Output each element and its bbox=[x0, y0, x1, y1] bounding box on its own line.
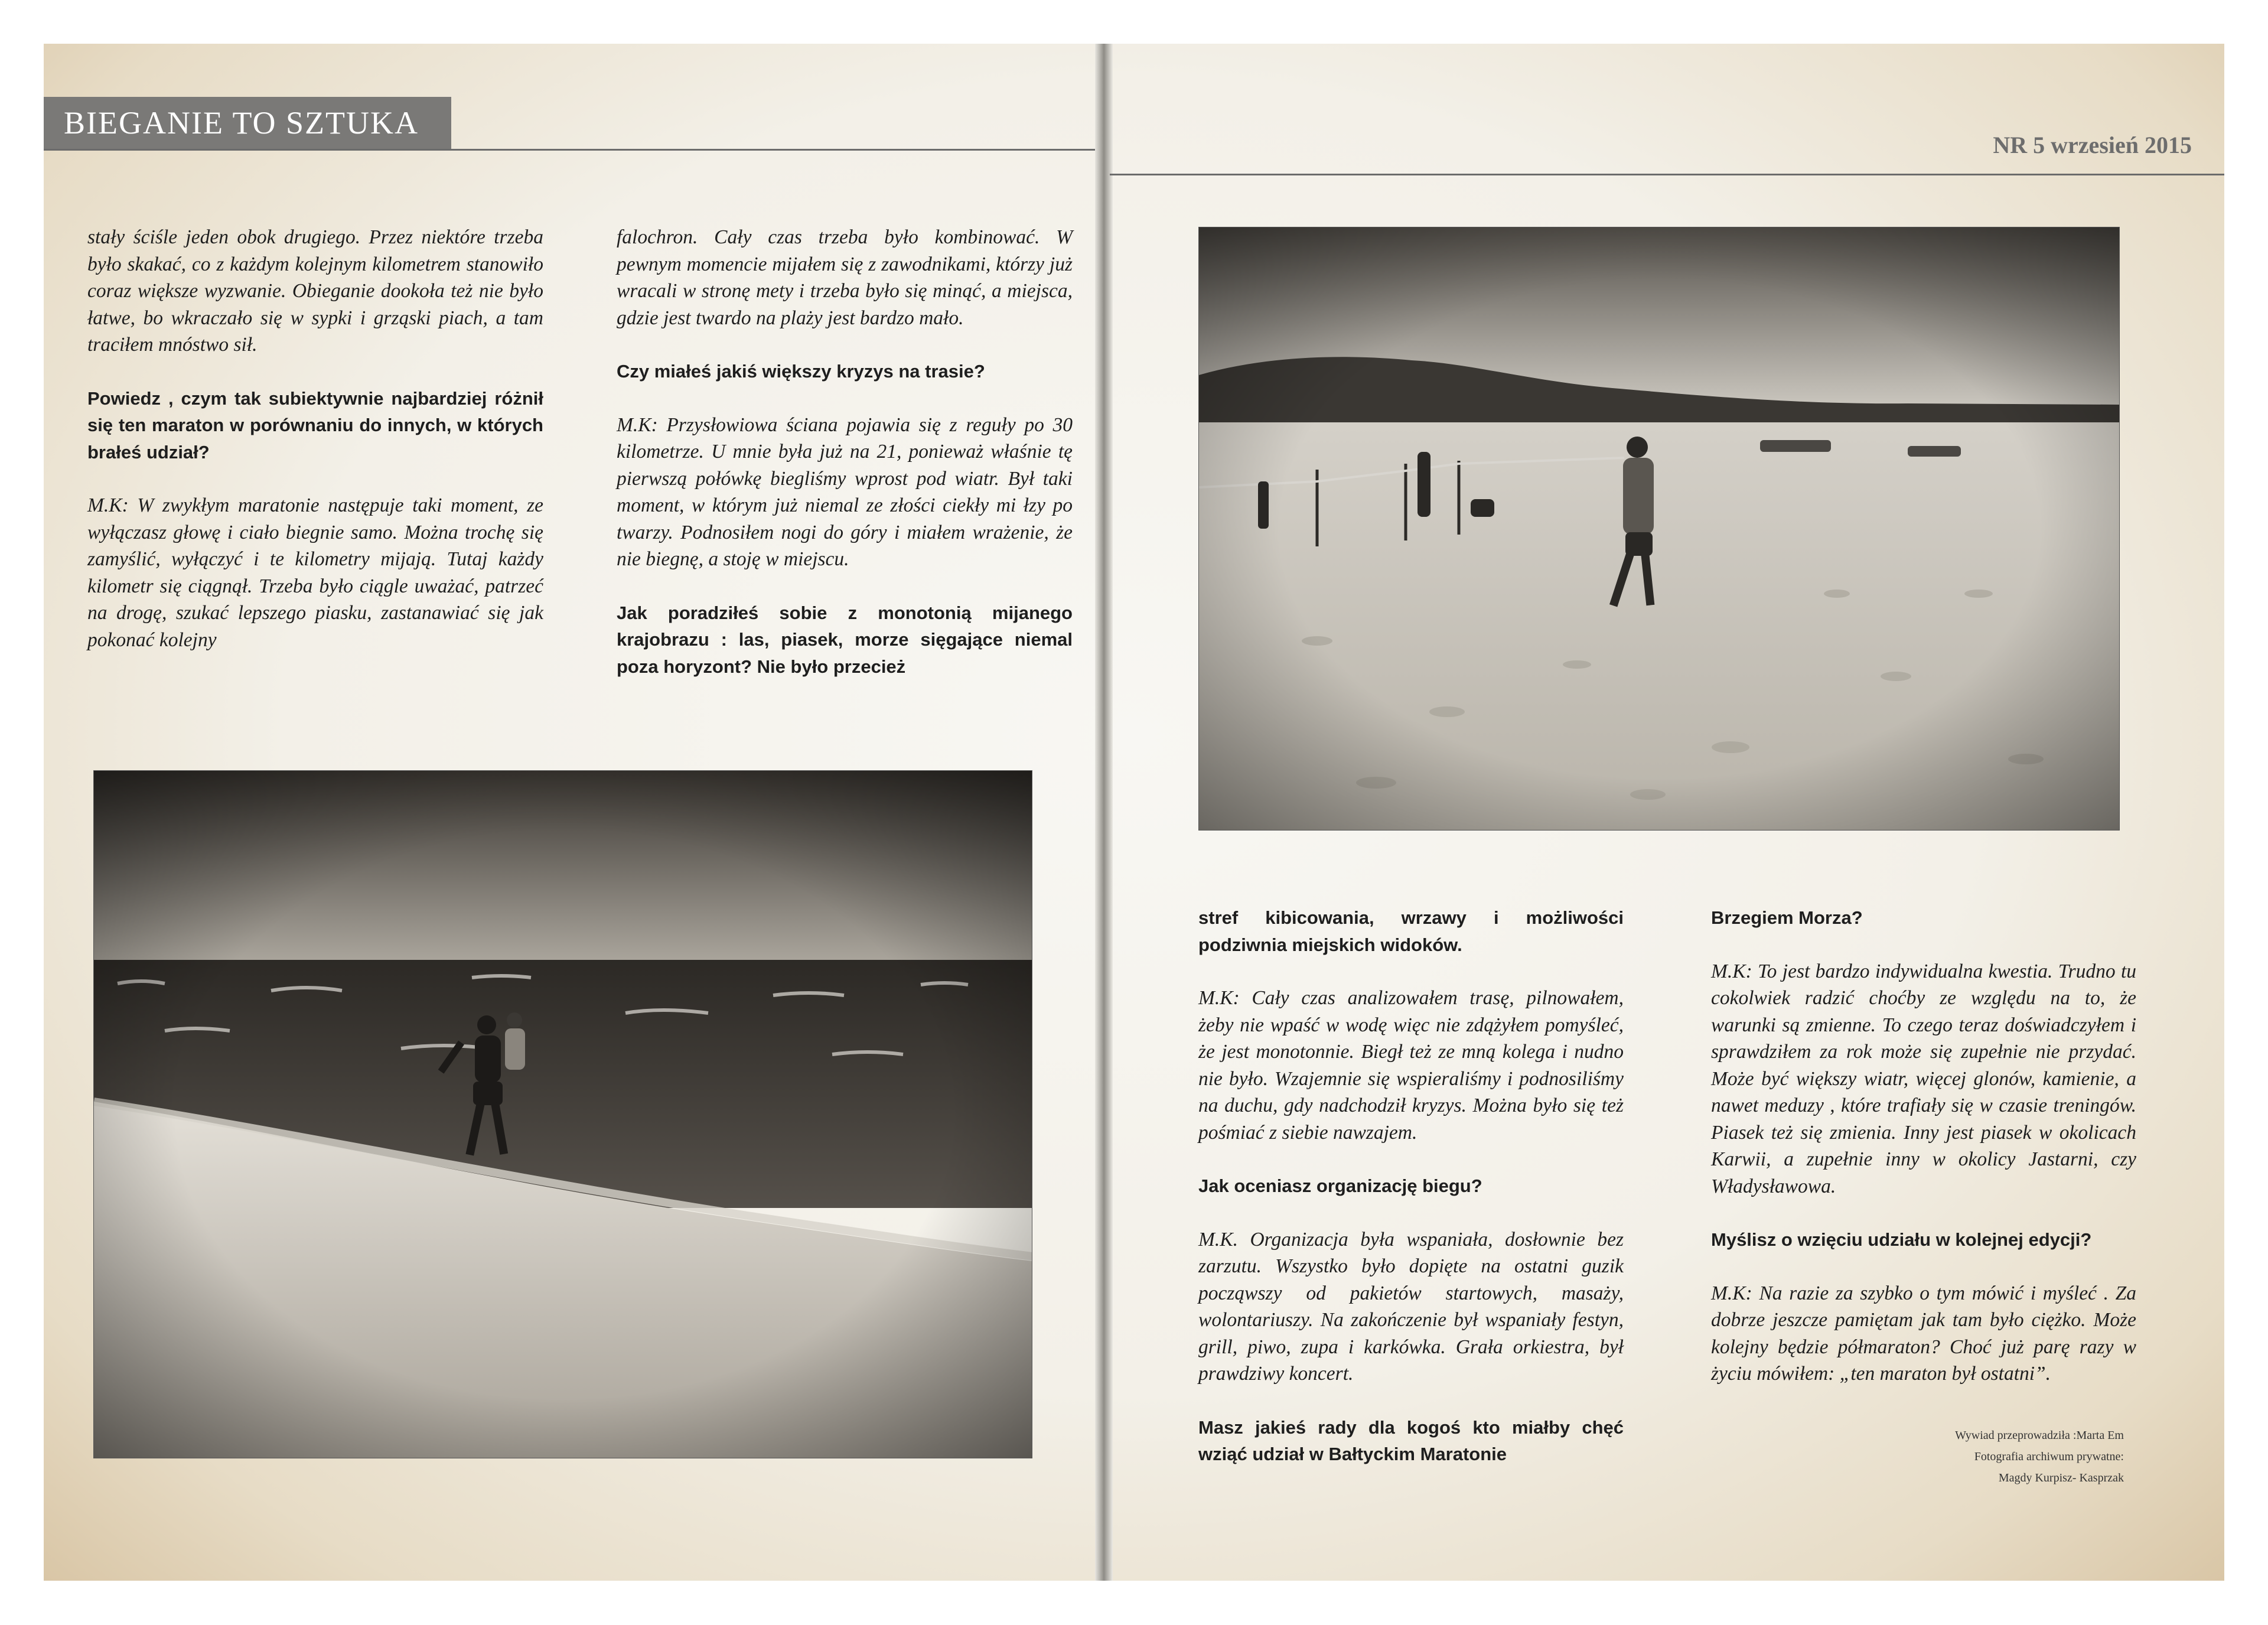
interview-answer: M.K: To jest bardzo indywidualna kwestia. Trudno tu cokolwiek radzić choćby ze względu na to, że warunki są zmienne. To czego teraz doświadczyłem i sprawdziłem za rok może się zupełnie nie przydać. Może być większy wiatr, więcej glonów, kamienie, a nawet meduzy , które trafiały się w czasie treningów. Piasek też się zmienia. Inny jest piasek w okolicach Karwii, a zupełnie inny w okolicy Jastarni, czy Władysławowa. bbox=[1711, 960, 2136, 1197]
interview-answer: M.K: Cały czas analizowałem trasę, pilnowałem, żeby nie wpaść w wodę więc nie zdążyłem pomyśleć, że jest monotonnie. Biegł też ze mną kolega i nudno nie było. Wzajemnie się wspieraliśmy i podnosiliśmy na duchu, gdy nadchodził kryzys. Można było się też pośmiać z siebie nawzajem. bbox=[1198, 987, 1624, 1144]
interview-question: Jak poradziłeś sobie z monotonią mijanego krajobrazu : las, piasek, morze sięgające niemal poza horyzont? Nie było przecież bbox=[617, 602, 1073, 677]
photo-beach-runner-image bbox=[1199, 227, 2120, 831]
credit-interviewer: Wywiad przeprowadziła :Marta Em bbox=[1955, 1429, 2124, 1442]
interview-answer: stały ściśle jeden obok drugiego. Przez niektóre trzeba było skakać, co z każdym kolejnym kilometrem stanowiło coraz większe wyzwanie. Obieganie dookoła też nie było łatwe, bo wkraczało się w sypki i grząski piach, a tam traciłem mnóstwo sił. bbox=[87, 226, 543, 356]
interview-question: Czy miałeś jakiś większy kryzys na trasie? bbox=[617, 361, 985, 382]
magazine-spread bbox=[44, 44, 2224, 1581]
interview-question: Masz jakieś rady dla kogoś kto miałby chęć wziąć udział w Bałtyckim Maratonie bbox=[1198, 1416, 1624, 1464]
interview-question: Powiedz , czym tak subiektywnie najbardziej różnił się ten maraton w porównaniu do innych, w których brałeś udział? bbox=[87, 387, 543, 463]
interview-question: Myślisz o wzięciu udziału w kolejnej edycji? bbox=[1711, 1229, 2092, 1250]
issue-number: NR 5 wrzesień 2015 bbox=[1993, 132, 2192, 158]
interview-answer: M.K: Na razie za szybko o tym mówić i myśleć . Za dobrze jeszcze pamiętam jak tam było ciężko. Może kolejny będzie półmaraton? Choć już parę razy w życiu mówiłem: „ten maraton był ostatni”. bbox=[1711, 1282, 2136, 1385]
header-rule bbox=[44, 149, 1095, 151]
header-rule bbox=[1110, 174, 2224, 175]
interview-answer: M.K: Przysłowiowa ściana pojawia się z reguły po 30 kilometrze. U mnie była już na 21, ponieważ właśnie tę pierwszą połówkę biegliśmy wprost pod wiatr. Był taki moment, w którym już niemal ze złości ciekły mi łzy po twarzy. Podnosiłem nogi do góry i miałem wrażenie, że nie biegnę, a stoję w miejscu. bbox=[617, 413, 1073, 570]
left-page bbox=[44, 44, 1098, 1581]
text-column-left-2 bbox=[617, 224, 1073, 680]
interview-question: stref kibicowania, wrzawy i możliwości podziwnia miejskich widoków. bbox=[1198, 907, 1624, 955]
text-column-left-1 bbox=[87, 224, 543, 653]
photo-runners-shore-image bbox=[94, 771, 1032, 1458]
interview-answer: M.K: W zwykłym maratonie następuje taki moment, ze wyłączasz głowę i ciało biegnie samo. Można trochę się zamyślić, wyłączyć i te kilometry mijają. Tutaj każdy kilometr się ciągnął. Trzeba było ciągle uważać, patrzeć na drogę, szukać lepszego piasku, zastanawiać się jak pokonać kolejny bbox=[87, 494, 543, 651]
right-page bbox=[1110, 44, 2224, 1581]
interview-answer: M.K. Organizacja była wspaniała, dosłownie bez zarzutu. Wszystko było dopięte na ostatni guzik począwszy od pakietów startowych, masaży, wolontariuszy. Na zakończenie był wspaniały festyn, grill, piwo, zupa i karkówka. Grała orkiestra, był prawdziwy koncert. bbox=[1198, 1228, 1624, 1385]
interview-answer: falochron. Cały czas trzeba było kombinować. W pewnym momencie mijałem się z zawodnikami, którzy już wracali w stronę mety i trzeba było się minąć, a miejsca, gdzie jest twardo na plaży jest bardzo mało. bbox=[617, 226, 1073, 329]
photo-credits bbox=[1817, 1425, 2124, 1489]
interview-question: Brzegiem Morza? bbox=[1711, 907, 1863, 928]
section-title: BIEGANIE TO SZTUKA bbox=[44, 97, 451, 149]
credit-photo-label: Fotografia archiwum prywatne: bbox=[1974, 1450, 2124, 1463]
text-column-right-1 bbox=[1198, 904, 1624, 1468]
credit-photographer: Magdy Kurpisz- Kasprzak bbox=[1998, 1471, 2124, 1484]
text-column-right-2 bbox=[1711, 904, 2136, 1388]
photo-runners-shore bbox=[93, 770, 1032, 1458]
photo-beach-runner bbox=[1198, 227, 2120, 831]
interview-question: Jak oceniasz organizację biegu? bbox=[1198, 1175, 1482, 1196]
